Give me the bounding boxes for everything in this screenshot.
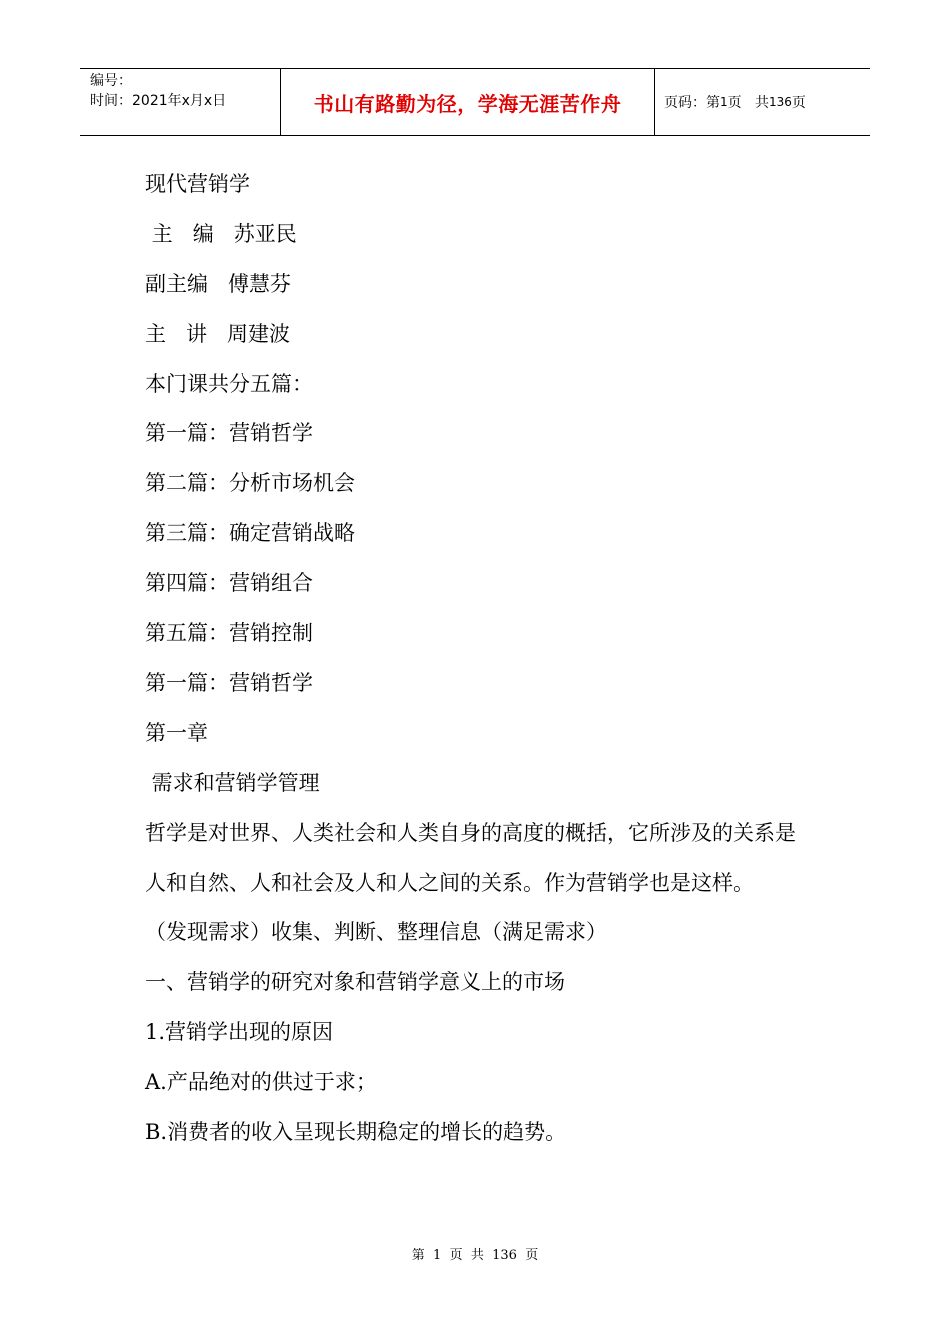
page-total: 136	[769, 95, 792, 109]
body-line: 第一篇：营销哲学	[145, 421, 313, 446]
header-motto	[281, 69, 654, 135]
body-line: 第一篇：营销哲学	[145, 670, 313, 695]
motto-text: 书山有路勤为径，学海无涯苦作舟	[313, 91, 622, 116]
body-line: （发现需求）收集、判断、整理信息（满足需求）	[145, 920, 607, 945]
body-line: B.消费者的收入呈现长期稳定的增长的趋势。	[145, 1120, 567, 1145]
page-footer	[0, 1246, 950, 1266]
footer-page-number: 第 1 页 共 136 页	[411, 1248, 539, 1263]
body-line: 副主编 傅慧芬	[145, 271, 292, 296]
body-line: 1.营销学出现的原因	[145, 1020, 334, 1045]
body-line: A.产品绝对的供过于求；	[145, 1070, 377, 1095]
page-label-prefix: 页码：第	[664, 95, 720, 111]
body-line: 需求和营销学管理	[145, 770, 320, 795]
number-label: 编号：	[90, 73, 132, 89]
page-label-mid: 页 共	[727, 95, 769, 111]
page-current: 1	[720, 95, 728, 109]
body-line: 第一章	[145, 720, 208, 745]
body-line: 第二篇：分析市场机会	[145, 471, 355, 496]
body-paragraph: 哲学是对世界、人类社会和人类自身的高度的概括，它所涉及的关系是人和自然、人和社会及人和人之间的关系。作为营销学也是这样。	[145, 820, 796, 895]
body-line: 第五篇：营销控制	[145, 621, 313, 646]
body-line: 主 编 苏亚民	[145, 221, 297, 246]
document-header	[80, 68, 870, 136]
header-divider	[654, 69, 655, 135]
body-line: 本门课共分五篇：	[145, 371, 313, 396]
body-line: 第三篇：确定营销战略	[145, 521, 355, 546]
body-line: 一、营销学的研究对象和营销学意义上的市场	[145, 970, 565, 995]
page-label-suffix: 页	[791, 95, 806, 111]
body-line: 现代营销学	[145, 172, 250, 196]
document-body	[145, 168, 815, 1166]
body-line: 主 讲 周建波	[145, 321, 291, 346]
time-label: 时间：2021年x月x日	[90, 93, 227, 109]
header-meta	[90, 71, 280, 111]
body-line: 第四篇：营销组合	[145, 571, 313, 596]
header-page-info	[664, 69, 806, 135]
